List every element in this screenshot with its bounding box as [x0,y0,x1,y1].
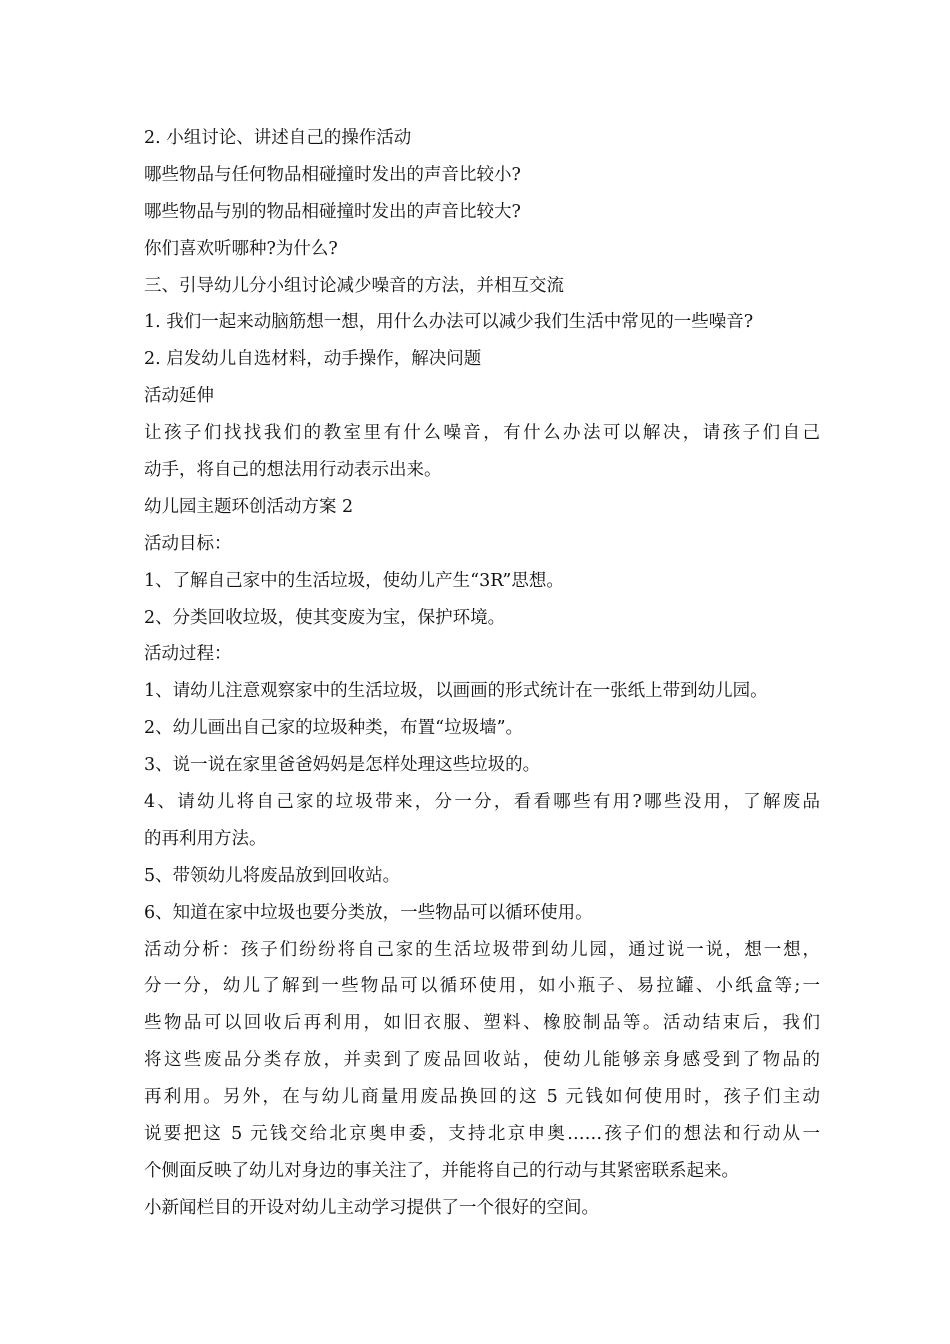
text-line: 哪些物品与别的物品相碰撞时发出的声音比较大? [144,201,521,222]
text-line: 将这些废品分类存放，并卖到了废品回收站，使幼儿能够亲身感受到了物品的 [144,1050,820,1071]
list-item: 5、带领幼儿将废品放到回收站。 [144,865,401,886]
list-item: 2、幼儿画出自己家的垃圾种类，布置“垃圾墙”。 [144,718,524,739]
text-line: 的再利用方法。 [144,828,267,849]
text-line: 2. 小组讨论、讲述自己的操作活动 [144,128,412,148]
section-heading: 三、引导幼儿分小组讨论减少噪音的方法，并相互交流 [144,275,564,296]
text-line: 让孩子们找找我们的教室里有什么噪音，有什么办法可以解决，请孩子们自己 [144,423,820,444]
text-line: 动手，将自己的想法用行动表示出来。 [144,460,442,481]
text-line: 你们喜欢听哪种?为什么? [144,238,338,259]
document-body [144,120,820,1227]
section-heading: 活动目标： [144,533,232,554]
text-line: 2. 启发幼儿自选材料，动手操作，解决问题 [144,349,482,370]
text-line: 些物品可以回收后再利用，如旧衣服、塑料、橡胶制品等。活动结束后，我们 [144,1013,820,1034]
list-item: 3、说一说在家里爸爸妈妈是怎样处理这些垃圾的。 [144,755,541,776]
text-line: 1. 我们一起来动脑筋想一想，用什么办法可以减少我们生活中常见的一些噪音? [144,312,754,333]
list-item: 4、请幼儿将自己家的垃圾带来，分一分，看看哪些有用?哪些没用，了解废品 [144,792,820,813]
text-line: 分一分，幼儿了解到一些物品可以循环使用，如小瓶子、易拉罐、小纸盒等;一 [144,976,820,997]
section-heading: 活动延伸 [144,386,214,407]
list-item: 1、请幼儿注意观察家中的生活垃圾，以画画的形式统计在一张纸上带到幼儿园。 [144,681,768,702]
text-line: 个侧面反映了幼儿对身边的事关注了，并能将自己的行动与其紧密联系起来。 [144,1160,739,1181]
section-heading: 活动过程： [144,644,232,665]
text-line: 哪些物品与任何物品相碰撞时发出的声音比较小? [144,164,521,185]
document-title: 幼儿园主题环创活动方案 2 [144,496,354,517]
text-line: 小新闻栏目的开设对幼儿主动学习提供了一个很好的空间。 [144,1197,599,1218]
list-item: 2、分类回收垃圾，使其变废为宝，保护环境。 [144,607,506,628]
list-item: 6、知道在家中垃圾也要分类放，一些物品可以循环使用。 [144,902,593,923]
text-line: 活动分析：孩子们纷纷将自己家的生活垃圾带到幼儿园，通过说一说，想一想， [144,939,820,960]
list-item: 1、了解自己家中的生活垃圾，使幼儿产生“3R”思想。 [144,570,564,591]
text-line: 再利用。另外，在与幼儿商量用废品换回的这 5 元钱如何使用时，孩子们主动 [144,1087,820,1108]
text-line: 说要把这 5 元钱交给北京奥申委，支持北京申奥……孩子们的想法和行动从一 [144,1124,820,1145]
